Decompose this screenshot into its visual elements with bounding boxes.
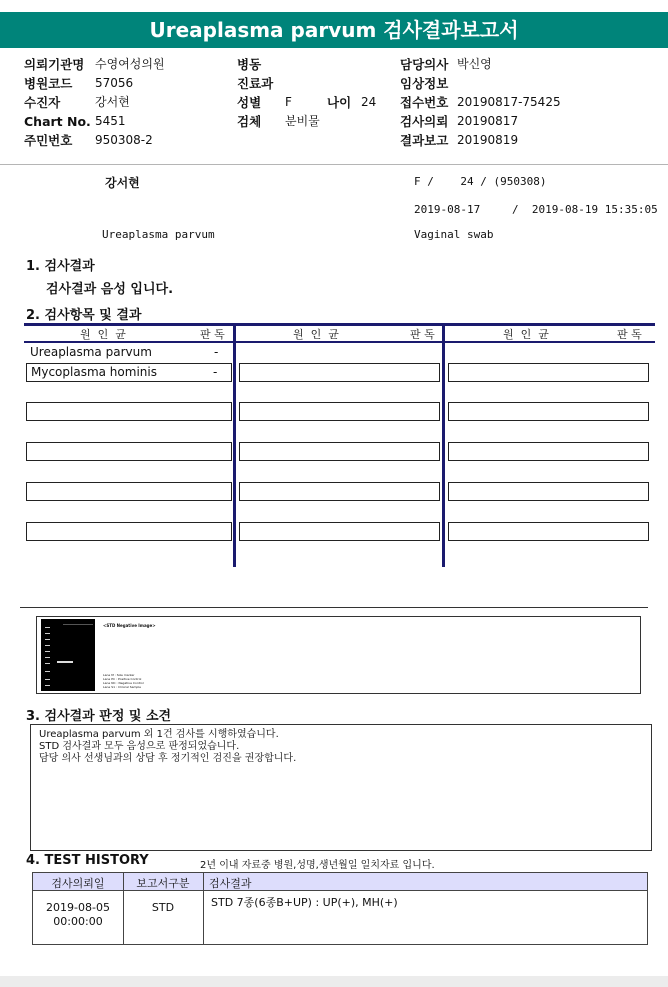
patient-name: 강서현: [105, 176, 140, 190]
opinion-line: Ureaplasma parvum 외 1건 검사를 시행하였습니다.: [39, 729, 279, 740]
field-label: 성별: [237, 95, 262, 110]
empty-row: [26, 402, 232, 421]
result-value: -: [213, 365, 218, 379]
header-row: [24, 55, 224, 74]
empty-row: [26, 482, 232, 501]
section2-title: 2. 검사항목 및 결과: [26, 308, 142, 323]
age-value: 24: [361, 95, 377, 109]
field-label: 병원코드: [24, 76, 73, 91]
header-row: [237, 74, 387, 93]
empty-row: [239, 363, 440, 382]
field-label: 의뢰기관명: [24, 57, 85, 72]
field-label: 결과보고: [400, 133, 449, 148]
header-row: [24, 112, 224, 131]
receipt-date: 2019-08-17: [414, 203, 481, 216]
header-row: [400, 55, 660, 74]
organism-name: Mycoplasma hominis: [31, 365, 157, 379]
empty-row: [239, 522, 440, 541]
opinion-line: STD 검사결과 모두 음성으로 판정되었습니다.: [39, 741, 240, 752]
history-date-time: 00:00:00: [53, 915, 103, 928]
field-label: 접수번호: [400, 95, 449, 110]
field-value: F: [285, 95, 292, 109]
gel-caption: <STD Negative Image>: [103, 623, 156, 628]
col-header-result: 판 독: [200, 328, 225, 341]
specimen: Vaginal swab: [414, 228, 494, 241]
field-value: 5451: [95, 114, 126, 128]
section1-title: 1. 검사결과: [26, 259, 95, 274]
column-divider: [442, 323, 445, 567]
header-row: [400, 112, 660, 131]
section3-title: 3. 검사결과 판정 및 소견: [26, 709, 172, 724]
field-label: 임상정보: [400, 76, 449, 91]
opinion-box: [30, 724, 652, 851]
field-label: 수진자: [24, 95, 61, 110]
field-value: 950308-2: [95, 133, 153, 147]
gel-panel: [36, 616, 641, 694]
legend-item: Lane S1 : Clinical Sample: [103, 685, 141, 689]
header-row: [237, 93, 387, 112]
field-label: 병동: [237, 57, 262, 72]
header-row: [24, 93, 224, 112]
patient-sex-age: F / 24 / (950308): [414, 175, 547, 188]
field-label: 담당의사: [400, 57, 449, 72]
field-label: 진료과: [237, 76, 274, 91]
field-value: 수영여성의원: [95, 57, 165, 71]
section-divider: [20, 607, 648, 608]
header-row: [237, 112, 387, 131]
field-label: 검체: [237, 114, 262, 129]
empty-row: [448, 363, 649, 382]
result-row: [26, 363, 232, 382]
column-divider: [233, 323, 236, 567]
header-row: [400, 131, 660, 150]
col-header-organism: 원 인 균: [503, 328, 549, 341]
history-date: [33, 901, 123, 929]
history-header-result: 검사결과: [209, 877, 252, 890]
col-header-result: 판 독: [410, 328, 435, 341]
history-col-line: [203, 873, 204, 944]
header-col1: [24, 55, 224, 150]
field-value: 20190817-75425: [457, 95, 561, 109]
empty-row: [239, 402, 440, 421]
test-name: Ureaplasma parvum: [102, 228, 215, 241]
age-label: 나이: [327, 95, 352, 110]
col-header-organism: 원 인 균: [293, 328, 339, 341]
gel-image: [41, 619, 95, 691]
header-row: [400, 93, 660, 112]
field-value: 박신영: [457, 57, 492, 71]
empty-row: [239, 482, 440, 501]
empty-row: [448, 522, 649, 541]
history-header-type: 보고서구분: [136, 877, 190, 890]
history-table: [32, 872, 648, 945]
field-value: 분비물: [285, 114, 320, 128]
field-value: 20190817: [457, 114, 519, 128]
empty-row: [448, 402, 649, 421]
organism-name: Ureaplasma parvum: [30, 345, 152, 359]
report-title: Ureaplasma parvum 검사결과보고서: [0, 12, 668, 48]
history-header-date: 검사의뢰일: [51, 877, 105, 890]
header-col3: [400, 55, 660, 150]
field-label: 검사의뢰: [400, 114, 449, 129]
header-col2: [237, 55, 387, 131]
legend-item: Lane PC : Positive Control: [103, 677, 142, 681]
section1-text: 검사결과 음성 입니다.: [46, 282, 174, 297]
field-value: 57056: [95, 76, 134, 90]
result-row: [26, 344, 232, 363]
gel-legend: [103, 673, 144, 689]
page-footer: [0, 976, 668, 987]
empty-row: [448, 442, 649, 461]
report-datetime: / 2019-08-19 15:35:05: [512, 203, 658, 216]
col-header-result: 판 독: [617, 328, 642, 341]
section4-title: 4. TEST HISTORY: [26, 853, 149, 868]
field-value: 20190819: [457, 133, 519, 147]
history-result: STD 7종(6종B+UP) : UP(+), MH(+): [211, 896, 398, 909]
header-row: [24, 74, 224, 93]
legend-item: Lane NC : Negative Control: [103, 681, 144, 685]
field-label: Chart No.: [24, 114, 91, 129]
col-header-organism: 원 인 균: [80, 328, 126, 341]
history-type: STD: [151, 901, 175, 914]
opinion-line: 담당 의사 선생님과의 상담 후 정기적인 검진을 권장합니다.: [39, 753, 297, 764]
legend-item: Lane M : Size marker: [103, 673, 135, 677]
header-row: [400, 74, 660, 93]
header-row: [237, 55, 387, 74]
header-row: [24, 131, 224, 150]
field-label: 주민번호: [24, 133, 73, 148]
empty-row: [448, 482, 649, 501]
empty-row: [239, 442, 440, 461]
section4-note: 2년 이내 자료중 병원,성명,생년월일 일치자료 입니다.: [200, 860, 435, 871]
empty-row: [26, 442, 232, 461]
history-date-day: 2019-08-05: [46, 901, 110, 914]
empty-row: [26, 522, 232, 541]
table-header-rule: [24, 341, 655, 343]
field-value: 강서현: [95, 95, 130, 109]
result-value: -: [214, 345, 219, 359]
header-divider: [0, 164, 668, 165]
